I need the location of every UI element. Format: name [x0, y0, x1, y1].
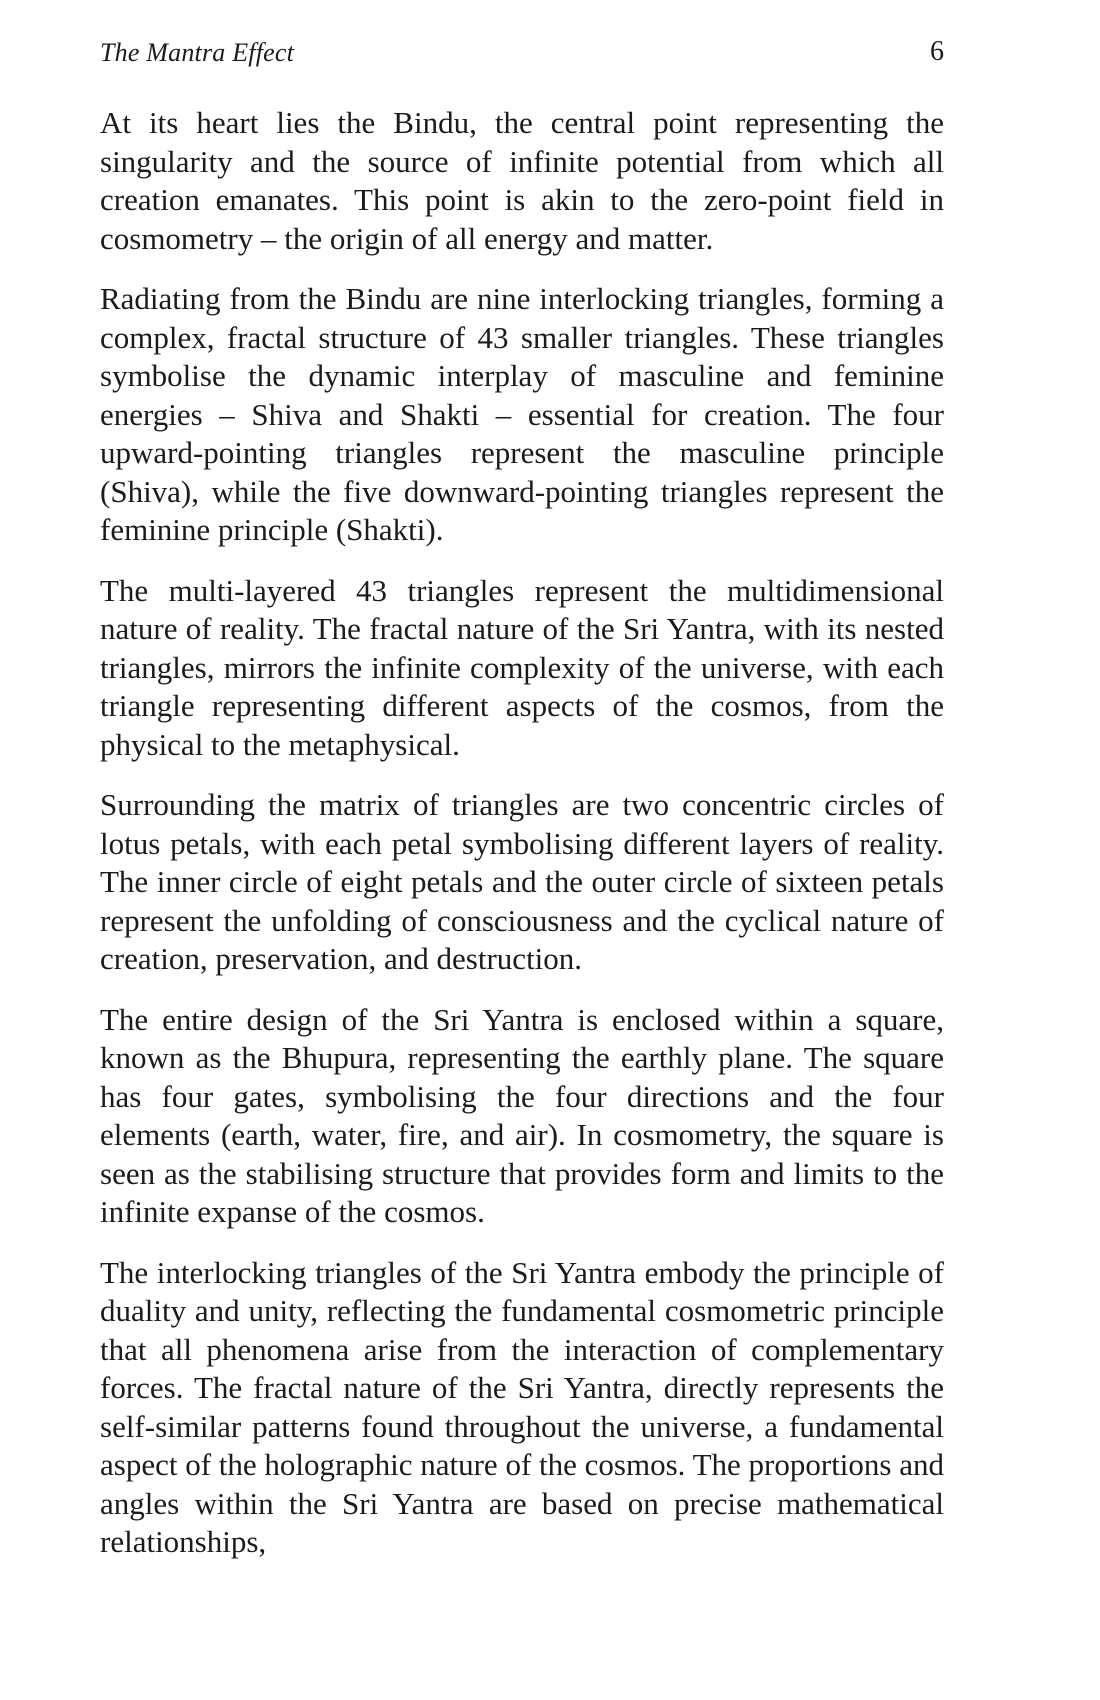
paragraph-multidimensional: The multi-layered 43 triangles represent the multidimensional nature of reality. The fractal nature of the Sri Yantra, with its nested triangles, mirrors the infinite complexity of the universe, with each triangle representing different aspects of the cosmos, from the physical to the metaphysical.	[100, 572, 944, 762]
paragraph-bhupura: The entire design of the Sri Yantra is enclosed within a square, known as the Bhupura, representing the earthly plane. The square has four gates, symbolising the four directions and the four elements (earth, water, fire, and air). In cosmometry, the square is seen as the stabilising structure that provides form and limits to the infinite expanse of the cosmos.	[100, 1001, 944, 1229]
page-number: 6	[930, 36, 944, 67]
running-header	[100, 36, 944, 76]
paragraph-duality-unity: The interlocking triangles of the Sri Yantra embody the principle of duality and unity, reflecting the fundamental cosmometric principle that all phenomena arise from the interaction of complementary forces. The fractal nature of the Sri Yantra, directly represents the self-similar patterns found throughout the universe, a fundamental aspect of the holographic nature of the cosmos. The proportions and angles within the Sri Yantra are based on precise mathematical relationships,	[100, 1254, 944, 1559]
body-text	[100, 104, 944, 1584]
paragraph-lotus-petals: Surrounding the matrix of triangles are two concentric circles of lotus petals, with each petal symbolising different layers of reality. The inner circle of eight petals and the outer circle of sixteen petals represent the unfolding of consciousness and the cyclical nature of creation, preservation, and destruction.	[100, 787, 944, 976]
paragraph-bindu: At its heart lies the Bindu, the central point representing the singularity and the source of infinite potential from which all creation emanates. This point is akin to the zero-point field in cosmometry – the origin of all energy and matter.	[100, 105, 944, 256]
paragraph-triangles: Radiating from the Bindu are nine interlocking triangles, forming a complex, fractal structure of 43 smaller triangles. These triangles symbolise the dynamic interplay of masculine and feminine energies – Shiva and Shakti – essential for creation. The four upward-pointing triangles represent the masculine principle (Shiva), while the five downward-pointing triangles represent the feminine principle (Shakti).	[100, 281, 944, 547]
book-title: The Mantra Effect	[100, 38, 295, 67]
